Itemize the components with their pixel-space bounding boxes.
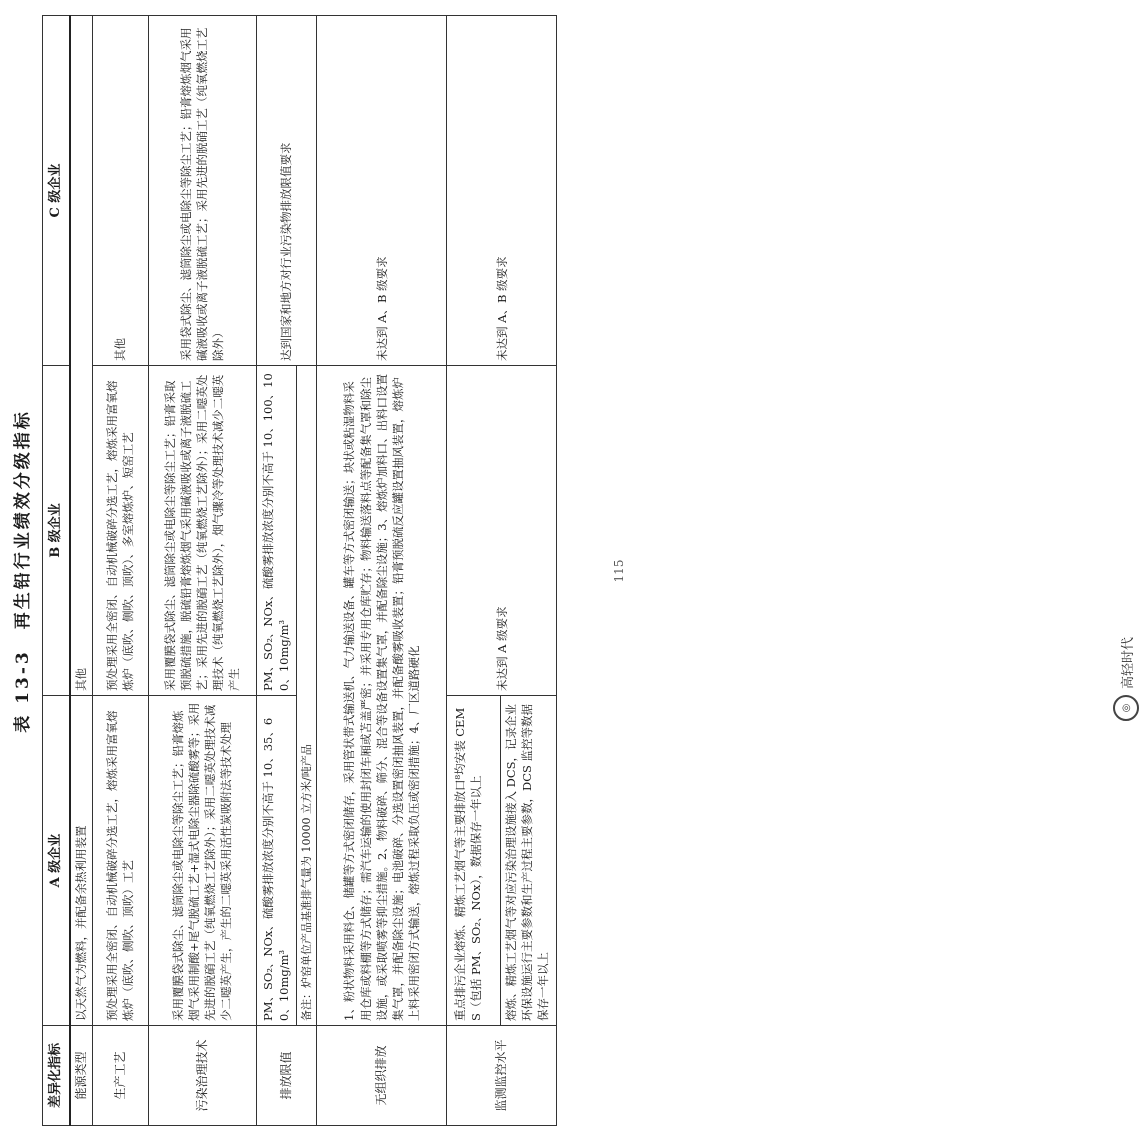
fugitive-ab: 1、粉状物料采用料仓、储罐等方式密闭储存，采用管状带式输送机、气力输送设备、罐车等方式密闭输送；块状或粘湿物料采用仓库或料棚等方式储存；需汽车运输的使用封闭车厢或苫盖严密；并采用专用仓库贮存；物料输送落料点等配备集气罩和除尘设施，或采取喷雾等抑尘措施。2、物料破碎、筛分、混合等设备设置集气罩，并配备除尘设施；3、熔炼炉加料口、出料口设置集气罩，并配备除尘设施；电池破碎、分选设置密闭抽风装置，并配备酸雾吸收装置；铅膏预脱硫反应罐设置抽风装置，熔炼炉上料采用密闭方式输送，熔炼过程采取负压或密闭措施；4、厂区道路硬化 [317,366,447,1026]
energy-bc: 其他 [70,16,92,696]
label-fugitive: 无组织排放 [317,1026,447,1126]
row-treatment [148,16,256,1126]
row-energy [70,16,92,1126]
page-number: 115 [612,559,626,583]
monitoring-a-dcs: 熔炼、精炼工艺烟气等对应污染治理设施接入 DCS，记录企业环保设施运行主要参数和生产过程主要参数，DCS 监控等数据保存一年以上 [500,696,553,1025]
label-monitoring: 监测监控水平 [447,1026,557,1126]
monitoring-b: 未达到 A 级要求 [447,366,557,696]
label-process: 生产工艺 [92,1026,148,1126]
monitoring-c: 未达到 A、B 级要求 [447,16,557,366]
label-treatment: 污染治理技术 [148,1026,256,1126]
header-indicator: 差异化指标 [43,1026,71,1126]
monitoring-a-wrap [450,696,553,1025]
process-b: 预处理采用全密闭、自动机械破碎分选工艺，熔炼采用富氧熔炼炉（底吹、侧吹、顶吹）、多室熔炼炉、短窑工艺 [92,366,148,696]
row-fugitive [317,16,447,1126]
label-energy: 能源类型 [70,1026,92,1126]
header-grade-a: A 级企业 [43,696,71,1026]
row-process [92,16,148,1126]
header-grade-b: B 级企业 [43,366,71,696]
treatment-b: 采用覆膜袋式除尘、滤筒除尘或电除尘等除尘工艺；铅膏采取预脱硫措施，脱硫铅膏熔炼烟气采用碱液吸收或离子液脱硫工艺；采用先进的脱硝工艺（纯氧燃烧工艺除外）；采用二噁英处理技术（纯氧燃烧工艺除外），烟气骤冷等处理技术减少二噁英产生 [148,366,256,696]
emission-b: PM、SO₂、NOx、硫酸雾排放浓度分别不高于 10、100、100、10mg/m³ [256,366,296,696]
emission-note: 备注：炉窑单位产品基准排气量为 10000 立方米/吨产品 [296,366,316,1026]
watermark-text: 高轻时代 [1120,636,1136,689]
header-grade-c: C 级企业 [43,16,71,366]
emission-c: 达到国家和地方对行业污染物排放限值要求 [256,16,316,366]
fugitive-c: 未达到 A、B 级要求 [317,16,447,366]
watermark-logo-icon: ◎ [1113,695,1139,721]
header-row [43,16,71,1126]
process-c: 其他 [92,16,148,366]
watermark [1108,603,1144,721]
monitoring-a [447,696,557,1026]
watermark-inner [1108,601,1144,721]
monitoring-a-cems: 重点排污企业熔炼、精炼工艺烟气等主要排放口⁸均安装 CEMS（包括 PM、SO₂、NOx），数据保存一年以上 [453,707,484,1021]
treatment-c: 采用袋式除尘、滤筒除尘或电除尘等除尘工艺；铅膏熔炼烟气采用碱液吸收或离子液脱硫工艺；采用先进的脱硝工艺（纯氧燃烧工艺除外） [148,16,256,366]
row-monitoring [447,16,557,1126]
energy-a: 以天然气为燃料，并配备余热利用装置 [70,696,92,1026]
emission-a: PM、SO₂、NOx、硫酸雾排放浓度分别不高于 10、35、60、10mg/m³ [256,696,296,1026]
table-title: 表 13-3 再生铅行业绩效分级指标 [12,409,33,733]
treatment-a: 采用覆膜袋式除尘、滤筒除尘或电除尘等除尘工艺；铅膏熔炼烟气采用制酸+尾气脱硫工艺+湿式电除尘器除硫酸雾等；采用先进的脱硝工艺（纯氧燃烧工艺除外）；采用二噁英处理技术减少二噁英产生，产生的二噁英采用活性炭吸附法等技术处理 [148,696,256,1026]
row-emission [256,16,296,1126]
label-emission: 排放限值 [256,1026,316,1126]
performance-grading-table [42,15,557,1126]
process-a: 预处理采用全密闭、自动机械破碎分选工艺，熔炼采用富氧熔炼炉（底吹、侧吹、顶吹）工艺 [92,696,148,1026]
